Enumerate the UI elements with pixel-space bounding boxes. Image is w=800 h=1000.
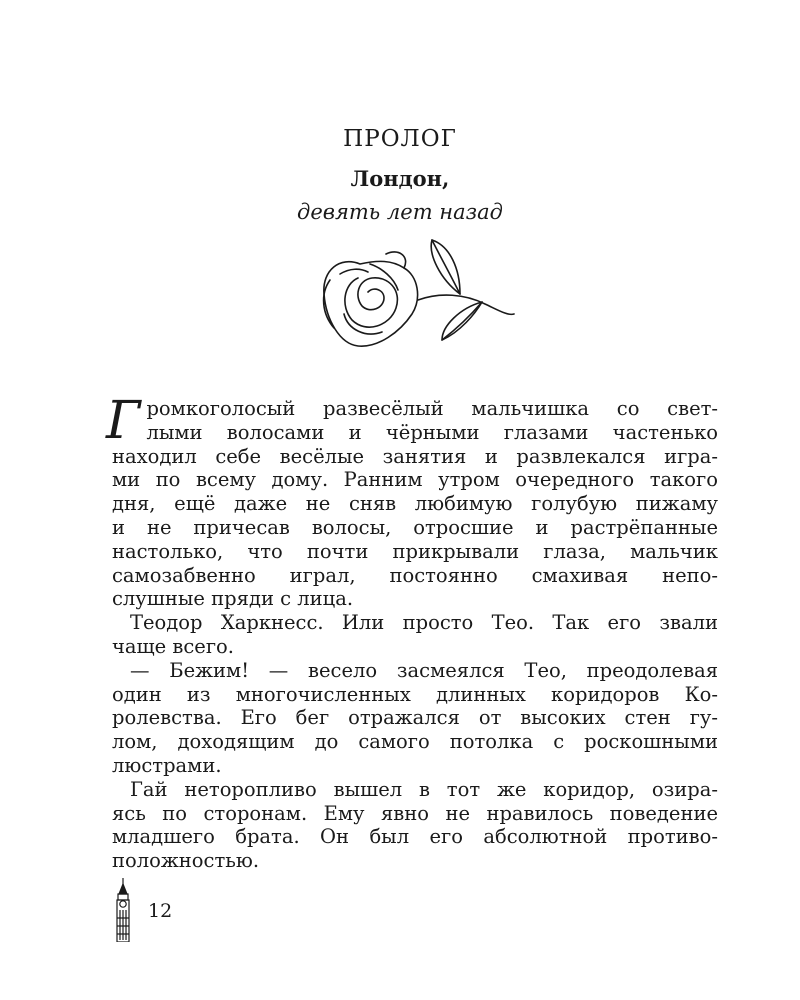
text-line: лом, доходящим до самого потолка с роскошными bbox=[112, 730, 718, 754]
chapter-time: девять лет назад bbox=[297, 200, 503, 224]
page-number: 12 bbox=[148, 900, 173, 922]
chapter-place: Лондон, bbox=[350, 166, 450, 191]
text-line: и не причесав волосы, отросшие и растрёпанные bbox=[112, 515, 718, 539]
third-paragraph bbox=[112, 659, 718, 778]
text-line: самозабвенно играл, постоянно смахивая непо- bbox=[112, 563, 718, 587]
text-line: дня, ещё даже не сняв любимую голубую пижаму bbox=[112, 492, 718, 516]
text-line: люстрами. bbox=[112, 753, 222, 777]
text-line: настолько, что почти прикрывали глаза, мальчик bbox=[112, 539, 718, 563]
text-line: лыми волосами и чёрными глазами частенько bbox=[146, 420, 718, 444]
text-line: находил себе весёлые занятия и развлекался игра- bbox=[112, 444, 718, 468]
text-line: ромкоголосый развесёлый мальчишка со свет- bbox=[146, 397, 718, 420]
rose-icon bbox=[300, 234, 520, 364]
text-line: — Бежим! — весело засмеялся Тео, преодолевая bbox=[130, 658, 718, 682]
drop-cap: Г bbox=[106, 391, 141, 451]
text-line: положностью. bbox=[112, 849, 260, 873]
text-line: Теодор Харкнесс. Или просто Тео. Так его звали bbox=[130, 611, 718, 635]
fourth-paragraph bbox=[112, 778, 718, 873]
text-line: ясь по сторонам. Ему явно не нравилось поведение bbox=[112, 801, 718, 825]
big-ben-icon bbox=[111, 878, 135, 942]
text-line: ми по всему дому. Ранним утром очередного такого bbox=[112, 468, 718, 492]
text-line: один из многочисленных длинных коридоров Ко- bbox=[112, 682, 718, 706]
chapter-title: ПРОЛОГ bbox=[343, 126, 457, 152]
text-line: чаще всего. bbox=[112, 634, 234, 658]
body-text bbox=[106, 391, 718, 873]
second-paragraph bbox=[112, 611, 718, 659]
text-line: ролевства. Его бег отражался от высоких стен гу- bbox=[112, 706, 718, 730]
first-paragraph bbox=[106, 391, 718, 611]
text-line: младшего брата. Он был его абсолютной противо- bbox=[112, 825, 718, 849]
text-line: Гай неторопливо вышел в тот же коридор, озира- bbox=[130, 777, 718, 801]
text-line: слушные пряди с лица. bbox=[112, 587, 354, 611]
